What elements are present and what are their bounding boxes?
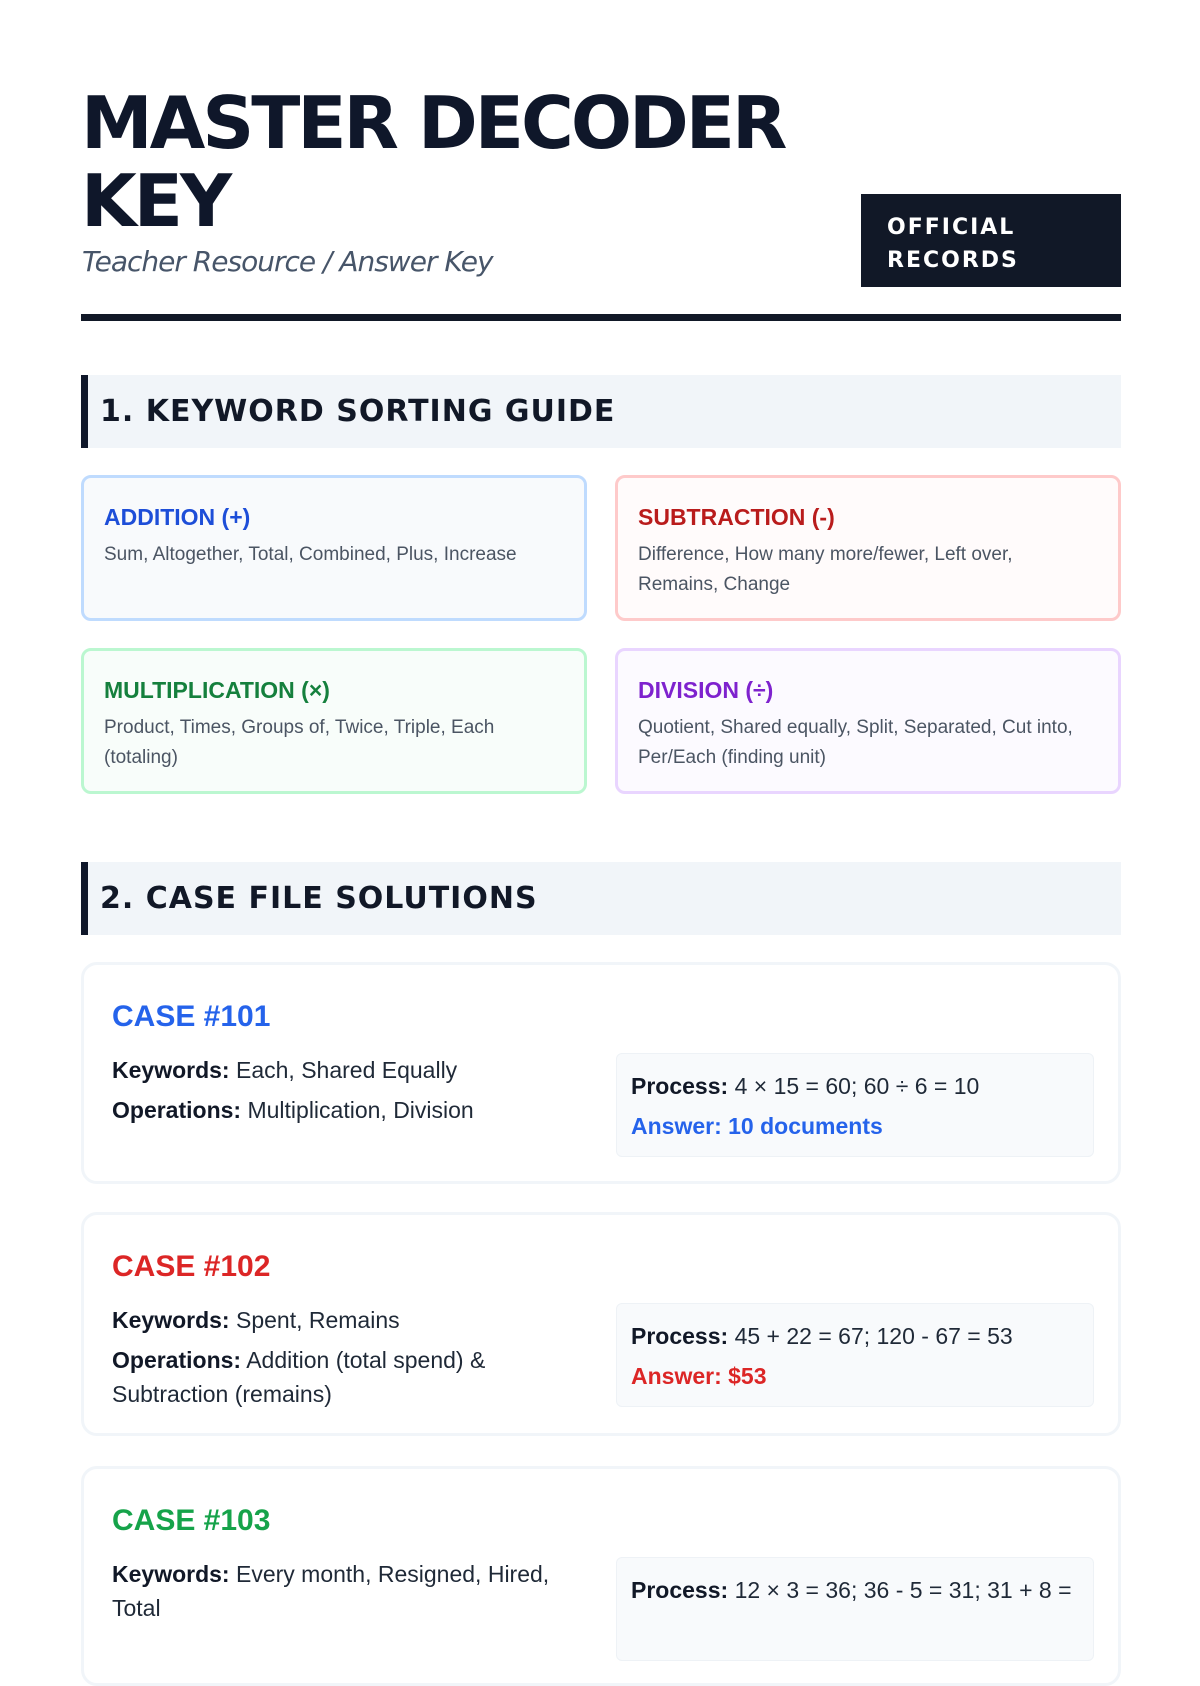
case-process: 45 + 22 = 67; 120 - 67 = 53 [734,1323,1013,1349]
case-details [112,1303,552,1417]
page-header [81,0,1121,322]
page-title: MASTER DECODER KEY [81,81,785,243]
case-keywords: Every month, Resigned, Hired, Total [112,1561,550,1621]
case-card-103 [81,1466,1121,1686]
division-card-title: DIVISION (÷) [638,677,774,703]
case-process-row [631,1316,1079,1356]
case-title: CASE #103 [112,1504,271,1537]
case-process-row [631,1066,1079,1106]
case-process: 12 × 3 = 36; 36 - 5 = 31; 31 + 8 = [734,1577,1072,1603]
case-keywords: Spent, Remains [235,1307,400,1333]
multiplication-card-keywords: Product, Times, Groups of, Twice, Triple, Each (totaling) [104,717,495,768]
process-label: Process: [631,1577,729,1603]
header-divider [81,314,1121,321]
division-keyword-card [615,648,1121,794]
subtraction-card-title: SUBTRACTION (-) [638,504,835,530]
process-label: Process: [631,1323,729,1349]
division-card-keywords: Quotient, Shared equally, Split, Separated, Cut into, Per/Each (finding unit) [638,717,1073,768]
case-card-102 [81,1212,1121,1436]
keywords-label: Keywords: [112,1057,230,1083]
official-records-badge: OFFICIAL RECORDS [861,194,1121,287]
subtraction-keyword-card [615,475,1121,621]
multiplication-card-title: MULTIPLICATION (×) [104,677,330,703]
operations-label: Operations: [112,1347,242,1373]
case-card-101 [81,962,1121,1184]
case-process: 4 × 15 = 60; 60 ÷ 6 = 10 [734,1073,980,1099]
case-keywords-row [112,1557,552,1625]
case-details [112,1053,552,1133]
addition-keyword-card [81,475,587,621]
case-solutions-heading: 2. CASE FILE SOLUTIONS [81,862,1121,935]
case-operations-row [112,1093,552,1127]
case-title: CASE #102 [112,1250,271,1283]
case-solution-box [616,1303,1094,1407]
keywords-label: Keywords: [112,1561,230,1587]
case-answer: Answer: 10 documents [631,1113,883,1139]
answer-key-page [81,0,1121,1621]
case-details [112,1557,552,1631]
case-solution-box [616,1557,1094,1661]
case-keywords-row [112,1303,552,1337]
addition-card-keywords: Sum, Altogether, Total, Combined, Plus, Increase [104,544,517,565]
keyword-guide-heading: 1. KEYWORD SORTING GUIDE [81,375,1121,448]
case-answer: Answer: $53 [631,1363,767,1389]
case-keywords: Each, Shared Equally [235,1057,458,1083]
multiplication-keyword-card [81,648,587,794]
case-keywords-row [112,1053,552,1087]
case-title: CASE #101 [112,1000,271,1033]
case-operations: Multiplication, Division [247,1097,474,1123]
page-subtitle: Teacher Resource / Answer Key [82,245,493,278]
process-label: Process: [631,1073,729,1099]
case-operations-row [112,1343,552,1411]
subtraction-card-keywords: Difference, How many more/fewer, Left over, Remains, Change [638,544,1013,595]
case-process-row [631,1570,1079,1610]
operations-label: Operations: [112,1097,242,1123]
addition-card-title: ADDITION (+) [104,504,251,530]
case-operations: Addition (total spend) & Subtraction (remains) [112,1347,486,1407]
keywords-label: Keywords: [112,1307,230,1333]
case-solution-box [616,1053,1094,1157]
